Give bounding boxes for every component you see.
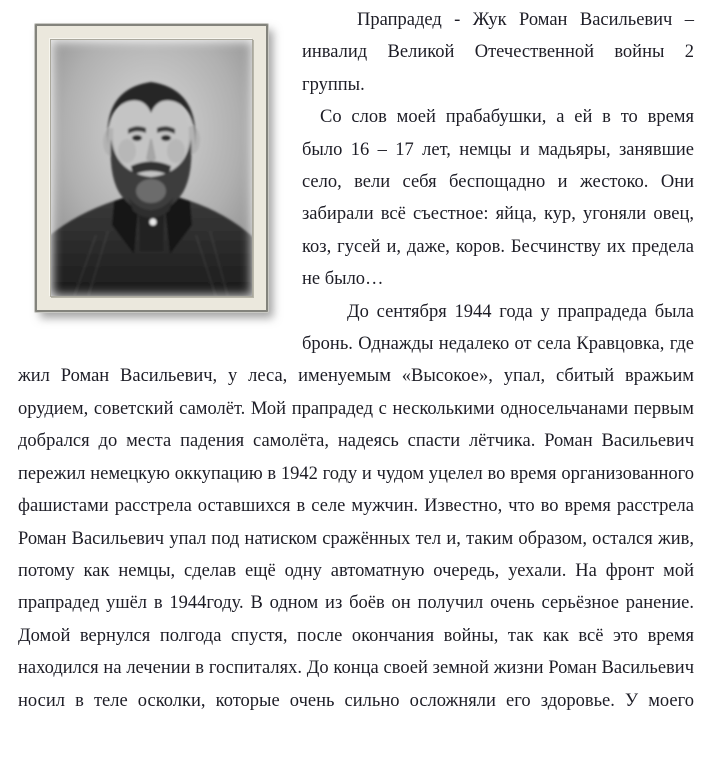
paragraph-war-story: До сентября 1944 года у прапрадеда была бронь. Однажды недалеко от села Кравцовка, где жил Роман Васильевич, у леса, именуемым «Высокое», упал, сбитый вражьим орудием, советский самолёт. Мой прапрадед с несколькими односельчанами первым добрался до места падения самолёта, надеясь спасти лётчика. Роман Васильевич пережил немецкую оккупацию в 1942 году и чудом уцелел во время организованного фашистами расстрела оставшихся в селе мужчин. Известно, что во время расстрела Роман Васильевич упал под натиском сражённых тел и, таким образом, остался жив, потому как немцы, сделав ещё одну автоматную очередь, уехали. На фронт мой прапрадед ушёл в 1944году. В одном из боёв он получил очень серьёзное ранение. Домой вернулся полгода спустя, после окончания войны, так как всё это время находился на лечении в госпиталях. До конца своей земной жизни Роман Васильевич носил в теле осколки, которые очень сильно осложняли его здоровье. У моего [18,301,694,711]
paragraph-intro: Прапрадед - Жук Роман Васильевич – инвалид Великой Отечественной войны 2 группы. [302,10,694,95]
portrait-photo [50,39,253,297]
paragraph-grandmother-account: Со слов моей прабабушки, а ей в то время было 16 – 17 лет, немцы и мадьяры, занявшие село, вели себя беспощадно и жестоко. Они забирали всё съестное: яйца, кур, угоняли овец, коз, гусей и, даже, коров. Бесчинству их предела не было… [302,107,694,290]
portrait-photo-image [50,39,253,297]
framed-photo [35,24,268,312]
photo-float-area [18,4,302,352]
